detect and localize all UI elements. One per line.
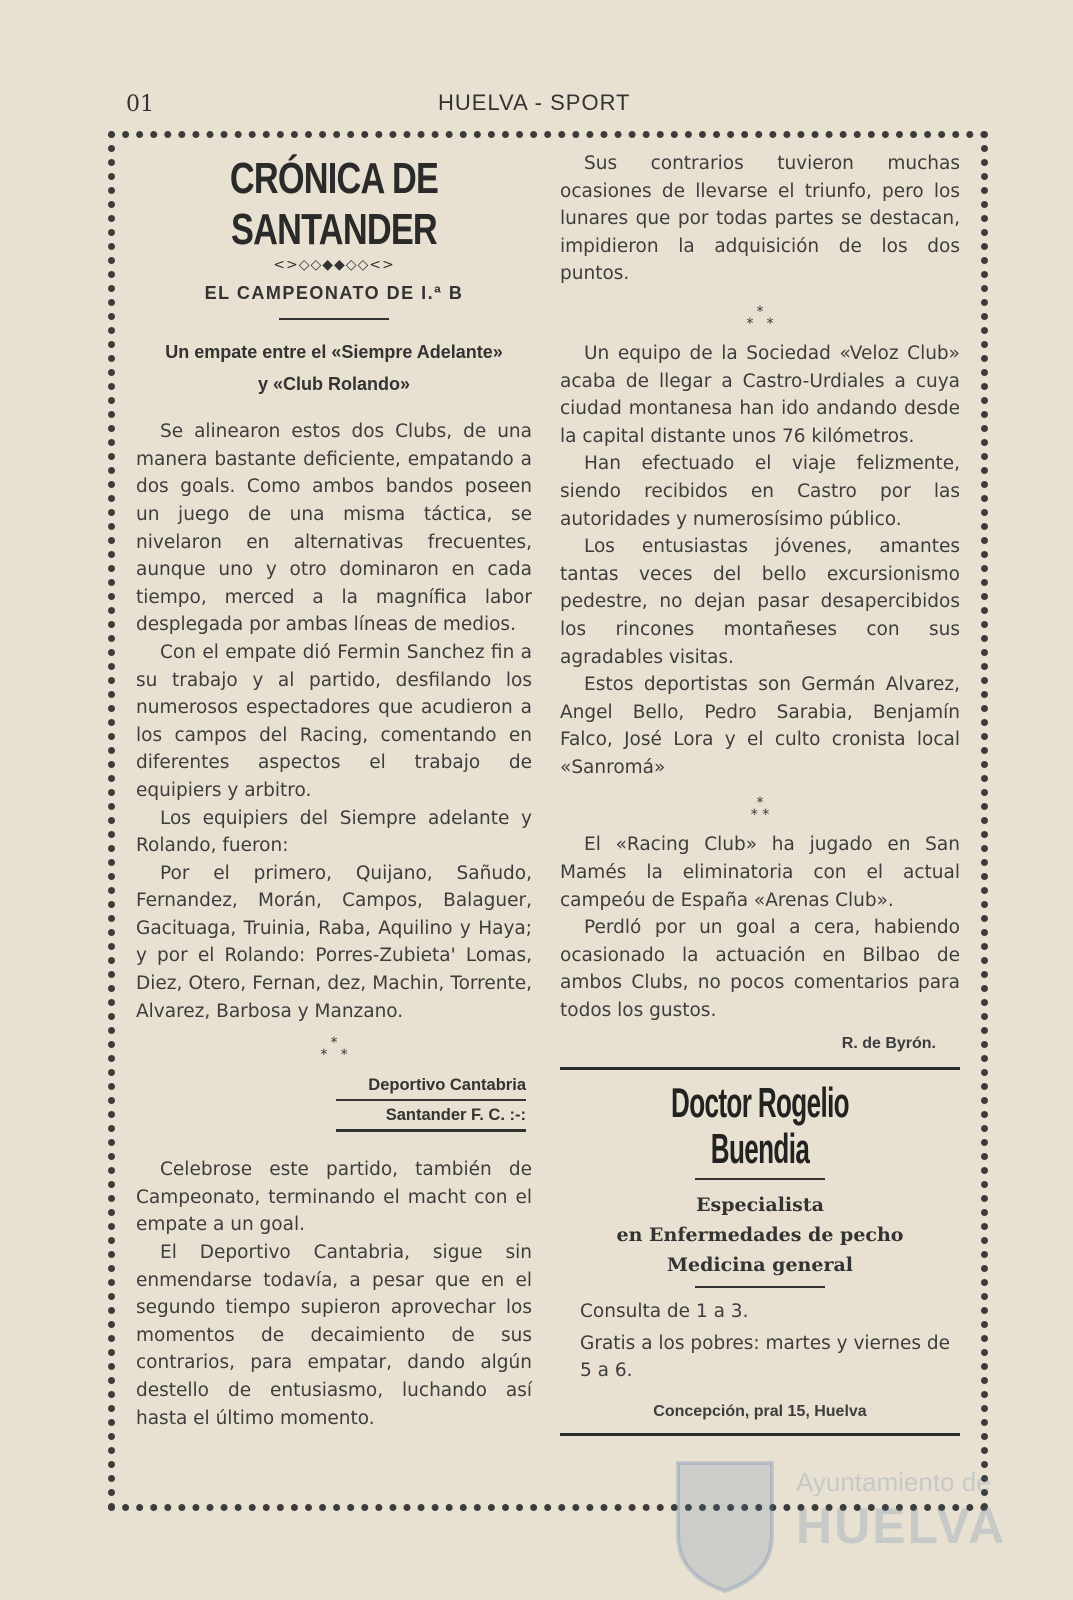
paragraph: Los equipiers del Siempre adelante y Rolando, fueron: [136,807,532,857]
paragraph: Perdló por un goal a cera, habiendo ocasionado la actuación en Bilbao de ambos Clubs, no pocos comentarios para todos los gustos. [560,917,960,1022]
ad-specialty: en Enfermedades de pecho [616,1224,904,1246]
article-body [560,831,960,1024]
watermark-text: HUELVA [796,1498,1007,1554]
match2-title [136,1071,532,1132]
archive-watermark [670,1455,1007,1595]
ad-hours: Consulta de 1 a 3. [580,1301,749,1322]
match-title-line: Un empate entre el «Siempre Adelante» [165,342,503,363]
article-body [560,340,960,782]
right-column [560,150,960,1446]
shield-icon [670,1455,780,1595]
paragraph: El Deportivo Cantabria, sigue sin enmendarse todavía, a pesar que en el segundo tiempo supieron aprovechar los momentos de decaimiento de sus contrarios, para empatar, dando algún destello de entusiasmo, luchando así hasta el último momento. [136,1242,532,1429]
asterism-divider: * * * [746,303,774,332]
short-rule [279,318,389,320]
watermark-text: Ayuntamiento de [796,1467,991,1497]
signature: R. de Byrón. [841,1034,936,1052]
paragraph: Sus contrarios tuvieron muchas ocasiones de llevarse el triunfo, pero los lunares que por todas partes se destacan, impidieron la adquisición de los dos puntos. [560,153,960,285]
match2-team: Deportivo Cantabria [368,1076,526,1095]
page-number: 01 [126,92,154,117]
paragraph: Los entusiastas jóvenes, amantes tantas veces del bello excursionismo pedestre, no dejan pasar desapercibidos los rincones montañeses con sus agradables visitas. [560,536,960,668]
left-column [136,150,532,1432]
paragraph: Se alinearon estos dos Clubs, de una manera bastante deficiente, empatando a dos goals. Como ambos bandos poseen un juego de una misma táctica, se nivelaron en alternativas frecuentes, aunque uno y otro dominaron en cada tiempo, merced a la magnífica labor desplegada por ambas líneas de medios. [136,421,532,636]
ad-doctor-name: Doctor Rogelio Buendia [671,1078,849,1172]
rule [560,1067,960,1070]
rule [560,1433,960,1436]
article-body [136,418,532,1025]
rule [336,1129,526,1132]
paragraph: Estos deportistas son Germán Alvarez, Angel Bello, Pedro Sarabia, Benjamín Falco, José Lora y el culto cronista local «Sanromá» [560,674,960,778]
masthead: HUELVA - SPORT [438,90,631,115]
doctor-advertisement [560,1080,960,1421]
match2-team: Santander F. C. :-: [385,1106,526,1125]
ad-free-days: Gratis a los pobres: martes y viernes de 5 a 6. [580,1332,950,1382]
rule [695,1178,825,1180]
article-body [136,1156,532,1432]
headline: CRÓNICA DE SANTANDER [229,154,439,254]
paragraph: El «Racing Club» ha jugado en San Mamés la eliminatoria con el actual campeóu de España «Arenas Club». [560,834,960,911]
asterism-divider: * * * [750,795,770,824]
paragraph: Han efectuado el viaje felizmente, siendo recibidos en Castro por las autoridades y numerosísimo público. [560,453,960,530]
ornament: <>◇◇◆◆◇◇<> [273,257,395,274]
match-title-line: y «Club Rolando» [257,374,410,395]
ad-specialty: Especialista [696,1194,824,1216]
paragraph: Con el empate dió Fermin Sanchez fin a su trabajo y al partido, desfilando los numerosos espectadores que acudieron a los campos del Racing, comentando en diferentes aspectos el trabajo de equipiers y arbitro. [136,641,532,801]
paragraph: Celebrose este partido, también de Campeonato, terminando el macht con el empate a un goal. [136,1159,532,1236]
asterism-divider: * * * [320,1035,348,1064]
rule [695,1286,825,1288]
match-title [136,336,532,400]
ad-specialty: Medicina general [667,1254,853,1276]
paragraph: Un equipo de la Sociedad «Veloz Club» acaba de llegar a Castro-Urdiales a cuya ciudad montanesa han ido andando desde la capital distante unos 76 kilómetros. [560,342,960,447]
article-body [560,150,960,288]
ad-address: Concepción, pral 15, Huelva [653,1402,867,1420]
paragraph: Por el primero, Quijano, Sañudo, Fernandez, Morán, Campos, Balaguer, Gacituaga, Truinia, Raba, Aquilino y Haya; y por el Rolando: Porres-Zubieta' Lomas, Diez, Otero, Fernan, dez, Machin, Torrente, Alvarez, Barbosa y Manzano. [136,862,532,1022]
subheading: EL CAMPEONATO DE I.ª B [204,283,464,304]
